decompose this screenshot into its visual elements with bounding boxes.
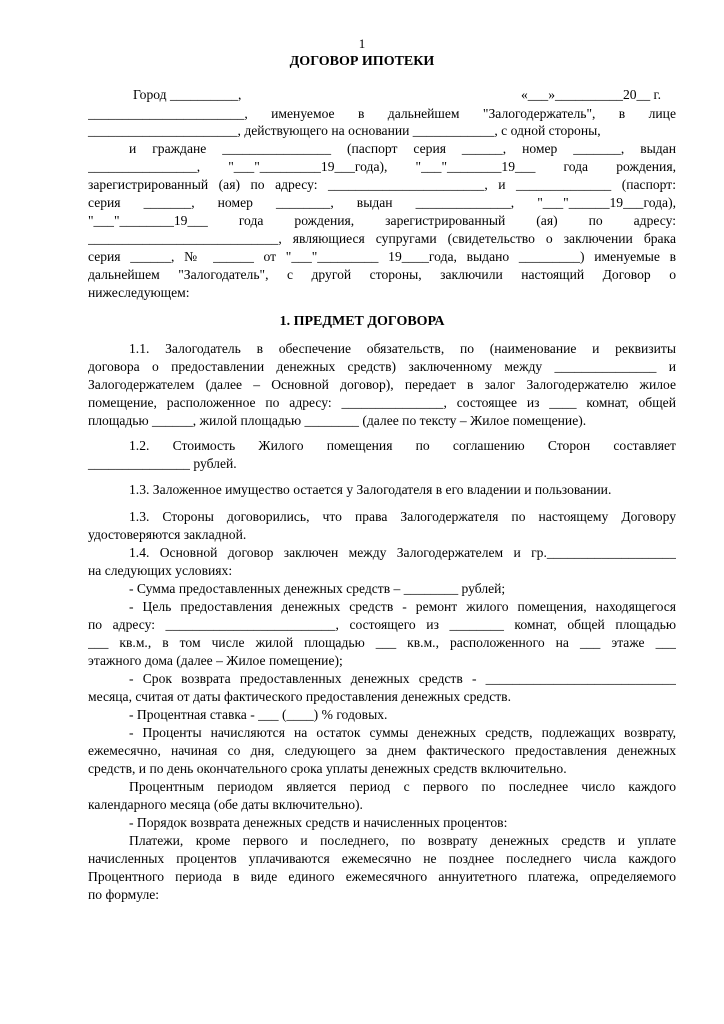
date-line: «___»__________20__ г.: [521, 87, 661, 102]
page-number: 1: [358, 36, 366, 51]
text-line: 1.1. Залогодатель в обеспечение обязательств, по (наименование и реквизиты: [129, 341, 676, 356]
text-line: ___ кв.м., в том числе жилой площадью ___ кв.м., расположенного на ___ этаже ___: [88, 635, 676, 650]
text-line: по адресу: _________________________, состоящего из ________ комнат, общей площадью: [88, 617, 676, 632]
text-line: Процентного периода в виде единого ежемесячного аннуитетного платежа, определяемого: [88, 869, 676, 884]
document-title: ДОГОВОР ИПОТЕКИ: [289, 54, 435, 69]
text-line: ________________, "___"_________19___года), "___"________19___ года рождения,: [88, 159, 676, 174]
text-line: 1.4. Основной договор заключен между Залогодержателем и гр.___________________: [129, 545, 676, 560]
text-line: - Порядок возврата денежных средств и начисленных процентов:: [129, 815, 508, 830]
text-line: - Срок возврата предоставленных денежных средств - ____________________________: [129, 671, 676, 686]
text-line: площадью ______, жилой площадью ________ (далее по тексту – Жилое помещение).: [88, 413, 587, 428]
text-line: 1.3. Стороны договорились, что права Залогодержателя по настоящему Договору: [129, 509, 676, 524]
text-line: на следующих условиях:: [88, 563, 233, 578]
text-line: договора о предоставлении денежных средств) заключенному между _______________ и: [88, 359, 676, 374]
text-line: дальнейшем "Залогодатель", с другой стороны, заключили настоящий Договор о: [88, 267, 676, 282]
text-line: серия _______, номер ________, выдан ______________, "___"______19___года),: [88, 195, 676, 210]
text-line: удостоверяются закладной.: [88, 527, 247, 542]
text-line: по формуле:: [88, 887, 160, 902]
text-line: Залогодержателем (далее – Основной договор), передает в залог Залогодержателю жилое: [88, 377, 676, 392]
text-line: - Проценты начисляются на остаток суммы денежных средств, подлежащих возврату,: [129, 725, 676, 740]
text-line: _______________ рублей.: [88, 456, 237, 471]
text-line: - Сумма предоставленных денежных средств – ________ рублей;: [129, 581, 506, 596]
text-line: нижеследующем:: [88, 285, 190, 300]
text-line: _______________________, именуемое в дальнейшем "Залогодержатель", в лице: [88, 106, 676, 121]
text-line: ______________________, действующего на основании ____________, с одной стороны,: [88, 123, 601, 138]
text-line: и граждане ________________ (паспорт серия ______, номер _______, выдан: [129, 141, 676, 156]
text-line: календарного месяца (обе даты включительно).: [88, 797, 363, 812]
city-line: Город __________,: [133, 87, 242, 102]
text-line: ежемесячно, начиная со дня, следующего за днем фактического предоставления денежных: [88, 743, 676, 758]
text-line: Процентным периодом является период с первого по последнее число каждого: [129, 779, 676, 794]
text-line: - Процентная ставка - ___ (____) % годовых.: [129, 707, 388, 722]
text-line: начисленных процентов уплачиваются ежемесячно не позднее последнего числа каждого: [88, 851, 676, 866]
text-line: месяца, считая от даты фактического предоставления денежных средств.: [88, 689, 511, 704]
text-line: "___"________19___ года рождения, зарегистрированный (ая) по адресу:: [88, 213, 676, 228]
text-line: 1.3. Заложенное имущество остается у Залогодателя в его владении и пользовании.: [129, 482, 612, 497]
section-title: 1. ПРЕДМЕТ ДОГОВОРА: [279, 314, 445, 329]
text-line: - Цель предоставления денежных средств - ремонт жилого помещения, находящегося: [129, 599, 676, 614]
text-line: зарегистрированный (ая) по адресу: _______________________, и ______________ (паспорт:: [88, 177, 676, 192]
text-line: серия ______, № ______ от "___"_________ 19____года, выдано _________) именуемые в: [88, 249, 676, 264]
text-line: помещение, расположенное по адресу: _______________, состоящее из ____ комнат, общей: [88, 395, 676, 410]
text-line: Платежи, кроме первого и последнего, по возврату денежных средств и уплате: [129, 833, 676, 848]
text-line: средств, и по день окончательного срока уплаты денежных средств включительно.: [88, 761, 567, 776]
text-line: этажного дома (далее – Жилое помещение);: [88, 653, 343, 668]
text-line: 1.2. Стоимость Жилого помещения по соглашению Сторон составляет: [129, 438, 676, 453]
text-line: ____________________________, являющиеся супругами (свидетельство о заключении брака: [88, 231, 676, 246]
